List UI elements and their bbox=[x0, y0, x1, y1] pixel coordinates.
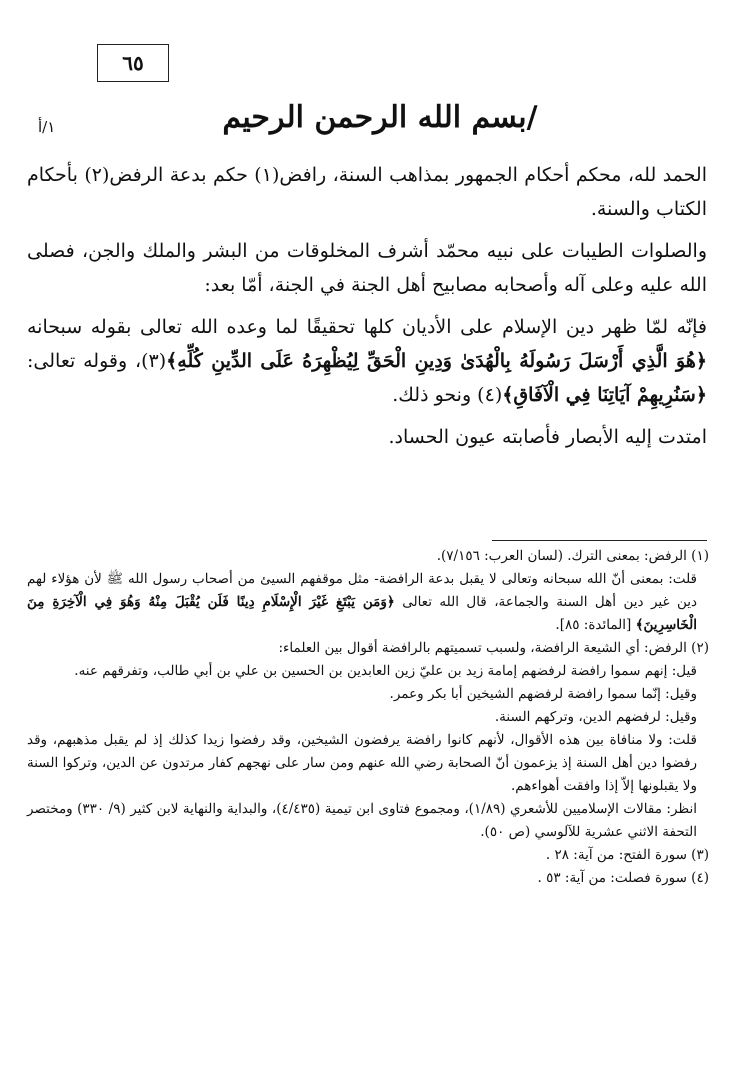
footnote-2-saying-2: وقيل: إنّما سموا رافضة لرفضهم الشيخين أبا بكر وعمر. bbox=[389, 686, 697, 702]
paragraph-3-mid: (٣)، وقوله تعالى: bbox=[27, 350, 167, 372]
footnote-2: (٢) الرفض: أي الشيعة الرافضة، ولسبب تسميتهم بالرافضة أقوال بين العلماء: bbox=[278, 640, 709, 656]
paragraph-1: الحمد لله، محكم أحكام الجمهور بمذاهب السنة، رافض(١) حكم بدعة الرفض(٢) بأحكام الكتاب والسنة. bbox=[27, 164, 707, 220]
footnotes bbox=[27, 545, 709, 890]
page-number: ٦٥ bbox=[122, 51, 144, 75]
page-number-box bbox=[97, 44, 169, 82]
footnote-1-note bbox=[27, 568, 709, 637]
basmala-heading: /بسم الله الرحمن الرحيم bbox=[222, 100, 538, 135]
folio-mark: ١/أ bbox=[38, 118, 56, 136]
main-text bbox=[27, 158, 707, 462]
footnote-2-note: قلت: ولا منافاة بين هذه الأقوال، لأنهم كانوا رافضة يرفضون الشيخين، وقد رفضوا زيدا كذلك إذ لم يقبل مذهبهم، وقد رفضوا دين أهل السنة إذ يزعمون أنّ الصحابة رضي الله عنهم ومن سار على نهجهم كفار مرتدون عن الدين، وتركوا السنة ولا يقبلونها إلاّ إذا وافقت أهواءهم. bbox=[27, 732, 697, 794]
paragraph-4: امتدت إليه الأبصار فأصابته عيون الحساد. bbox=[388, 426, 707, 448]
footnote-2-saying-1: قيل: إنهم سموا رافضة لرفضهم إمامة زيد بن عليّ زين العابدين بن الحسين بن علي بن أبي طالب، وتفرقهم عنه. bbox=[74, 663, 697, 679]
footnote-1-note-start: قلت: بمعنى أنّ الله سبحانه وتعالى لا يقبل بدعة الرافضة- مثل موقفهم السيئ من أصحاب رسول الله ﷺ لأن هؤلاء لهم دين غير دين أهل السنة والجماعة، قال الله تعالى bbox=[27, 571, 697, 610]
footnote-1-quran: ﴿وَمَن يَبْتَغِ غَيْرَ الْإِسْلَامِ دِينًا فَلَن يُقْبَلَ مِنْهُ وَهُوَ فِي الْآخِرَةِ مِنَ الْخَاسِرِينَ﴾ bbox=[27, 594, 697, 633]
footnote-2-references: انظر: مقالات الإسلاميين للأشعري (١/٨٩)، ومجموع فتاوى ابن تيمية (٤/٤٣٥)، والبداية والنهاية لابن كثير (٩/ ٣٣٠) ومختصر التحفة الاثني عشرية للآلوسي (ص ٥٠). bbox=[27, 801, 697, 840]
paragraph-2: والصلوات الطيبات على نبيه محمّد أشرف المخلوقات من البشر والملك والجن، فصلى الله عليه وعلى آله وأصحابه مصابيح أهل الجنة في الجنة، أمّا بعد: bbox=[27, 240, 707, 296]
paragraph-3-end: (٤) ونحو ذلك. bbox=[392, 384, 503, 406]
paragraph-3-start: فإنّه لمّا ظهر دين الإسلام على الأديان كلها تحقيقًا لما وعده الله تعالى بقوله سبحانه bbox=[27, 316, 707, 338]
quran-verse-1: ﴿هُوَ الَّذِي أَرْسَلَ رَسُولَهُ بِالْهُدَىٰ وَدِينِ الْحَقِّ لِيُظْهِرَهُ عَلَى الدِّينِ كُلِّهِ﴾ bbox=[166, 350, 707, 372]
footnote-divider bbox=[492, 540, 707, 541]
footnote-1-note-end: [المائدة: ٨٥]. bbox=[555, 617, 636, 633]
footnote-2-saying-3: وقيل: لرفضهم الدين، وتركهم السنة. bbox=[494, 709, 697, 725]
quran-verse-2: ﴿سَنُرِيهِمْ آيَاتِنَا فِي الْآفَاقِ﴾ bbox=[502, 384, 707, 406]
footnote-3: (٣) سورة الفتح: من آية: ٢٨ . bbox=[545, 847, 709, 863]
footnote-1: (١) الرفض: بمعنى الترك. (لسان العرب: ٧/١٥٦). bbox=[436, 548, 709, 564]
footnote-4: (٤) سورة فصلت: من آية: ٥٣ . bbox=[537, 870, 709, 886]
paragraph-3 bbox=[27, 310, 707, 412]
